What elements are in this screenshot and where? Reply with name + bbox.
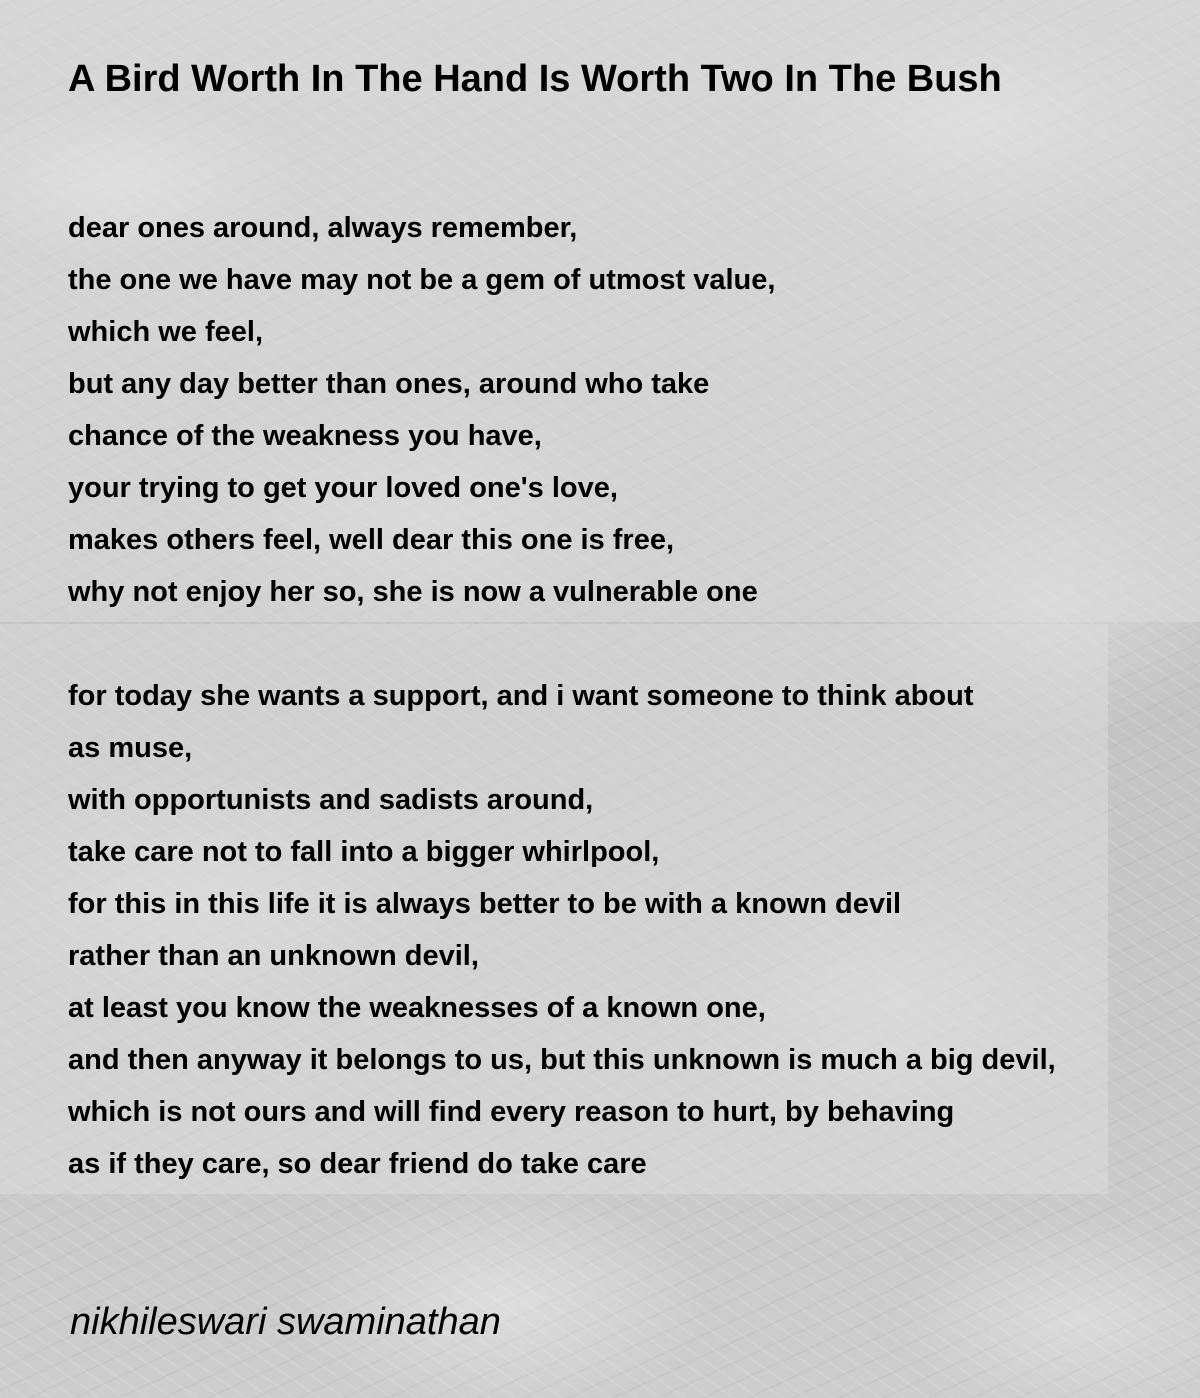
poem-line: with opportunists and sadists around, bbox=[68, 784, 594, 816]
poem-line: which we feel, bbox=[68, 316, 263, 348]
poem-author: nikhileswari swaminathan bbox=[70, 1301, 501, 1343]
poem-line: the one we have may not be a gem of utmost value, bbox=[68, 264, 776, 296]
poem-line: for today she wants a support, and i want someone to think about bbox=[68, 680, 974, 712]
poem-title: A Bird Worth In The Hand Is Worth Two In The Bush bbox=[68, 58, 1002, 100]
poem-line: dear ones around, always remember, bbox=[68, 212, 578, 244]
poem-line: for this in this life it is always better to be with a known devil bbox=[68, 888, 902, 920]
poem-line: your trying to get your loved one's love, bbox=[68, 472, 618, 504]
poem-line: as if they care, so dear friend do take care bbox=[68, 1148, 647, 1180]
poem-line: as muse, bbox=[68, 732, 193, 764]
poem-line: which is not ours and will find every reason to hurt, by behaving bbox=[68, 1096, 955, 1128]
poem-line: at least you know the weaknesses of a known one, bbox=[68, 992, 766, 1024]
poem-line: take care not to fall into a bigger whirlpool, bbox=[68, 836, 660, 868]
poem-line: chance of the weakness you have, bbox=[68, 420, 542, 452]
stanza-2 bbox=[68, 670, 1056, 1190]
poem-line: and then anyway it belongs to us, but this unknown is much a big devil, bbox=[68, 1044, 1056, 1076]
stanza-1 bbox=[68, 202, 775, 618]
poem-line: rather than an unknown devil, bbox=[68, 940, 479, 972]
poem-line: makes others feel, well dear this one is free, bbox=[68, 524, 675, 556]
poem-line: but any day better than ones, around who take bbox=[68, 368, 710, 400]
poem-line: why not enjoy her so, she is now a vulnerable one bbox=[68, 576, 758, 608]
